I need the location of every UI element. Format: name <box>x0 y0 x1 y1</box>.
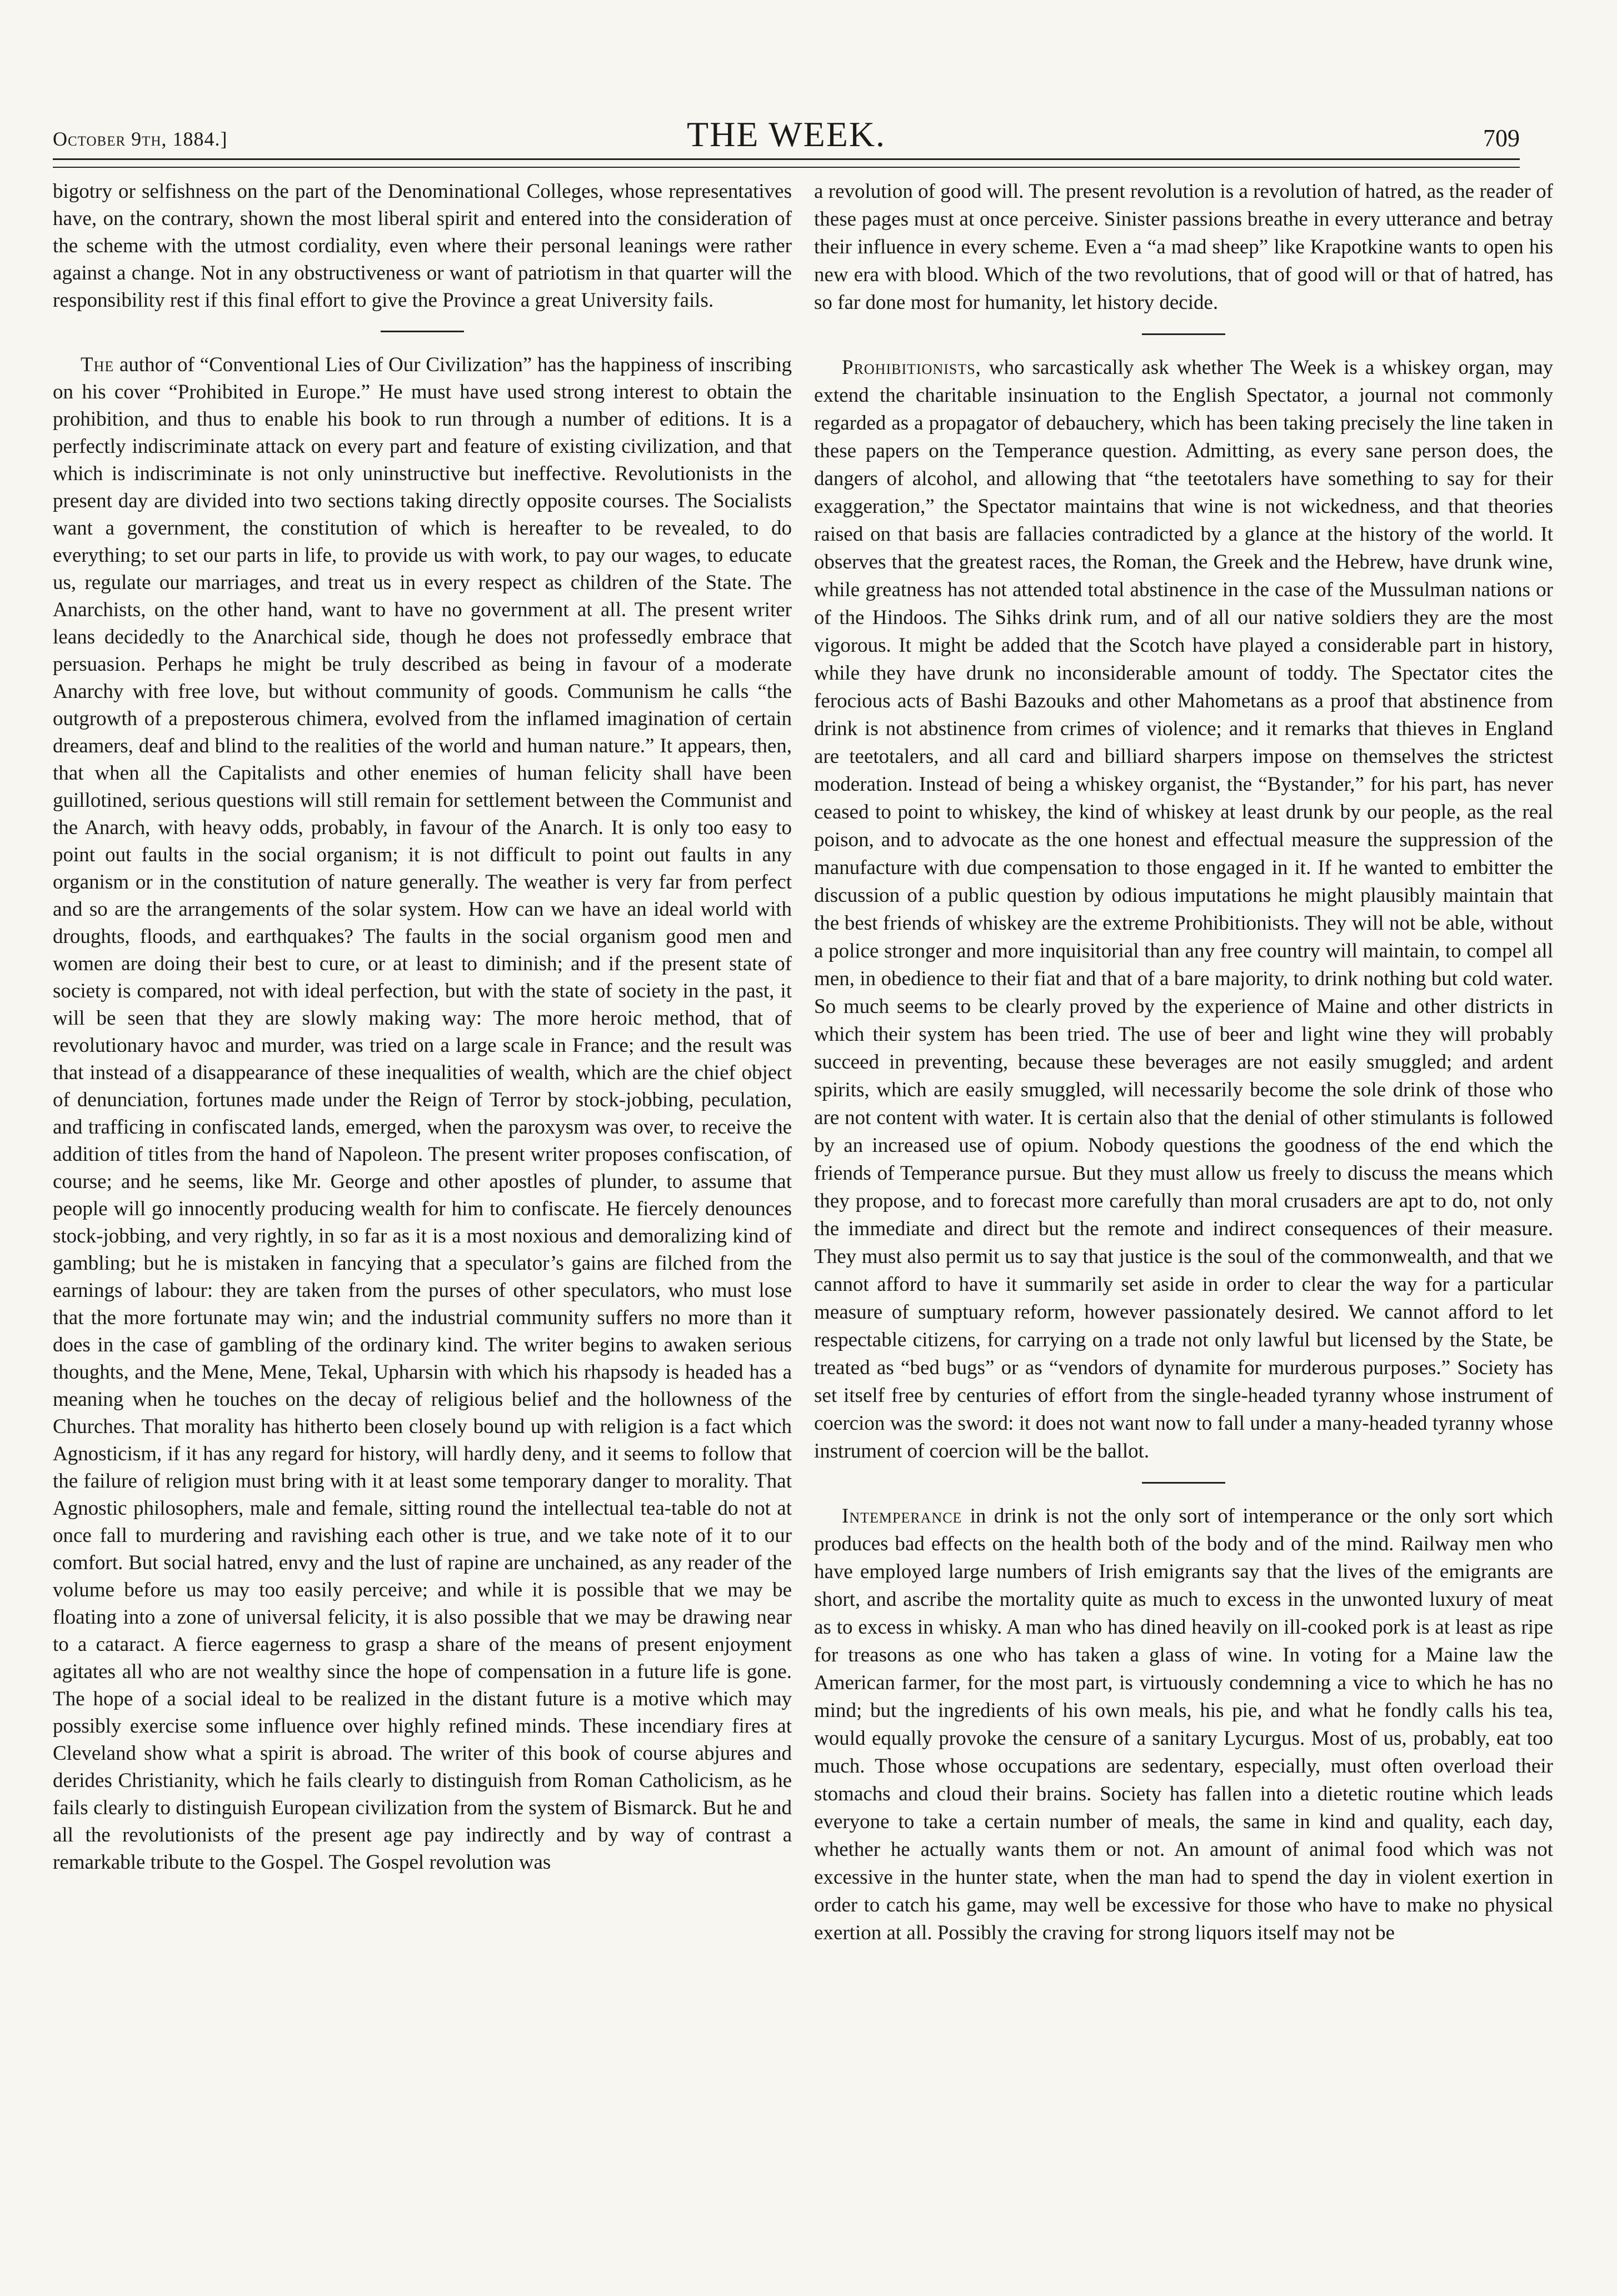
article-prohibitionists <box>814 354 1553 1465</box>
article-intemperance <box>814 1503 1553 1947</box>
article-lead-word: The <box>81 353 114 376</box>
article-lead-word: Intemperance <box>842 1505 962 1528</box>
page-number: 709 <box>1483 124 1520 152</box>
left-column <box>53 178 792 2278</box>
section-divider <box>1142 333 1225 335</box>
section-divider <box>381 331 464 332</box>
article-conventional-lies <box>53 351 792 1876</box>
masthead <box>53 114 1520 153</box>
article-continuation-right: a revolution of good will. The present revolution is a revolution of hatred, as the reader of these pages must at once perceive. Sinister passions breathe in every utterance and betray their influence in every scheme. Even a “a mad sheep” like Krapotkine wants to open his new era with blood. Which of the two revolutions, that of good will or that of hatred, has so far done most for humanity, let history decide. <box>814 180 1553 314</box>
issue-date: October 9th, 1884.] <box>53 128 228 150</box>
section-divider <box>1142 1482 1225 1484</box>
article-body: in drink is not the only sort of intemperance or the only sort which produces bad effects on the health both of the body and of the mind. Railway men who have employed large numbers of Irish emigrants say that the lives of the emigrants are short, and ascribe the mortality quite as much to excess in the unwonted luxury of meat as to excess in whisky. A man who has dined heavily on ill-cooked pork is at least as ripe for treasons as one who has taken a glass of wine. In voting for a Maine law the American farmer, for the most part, is virtuously condemning a vice to which he has no mind; but the ingredients of his own meals, his pie, and what he fondly calls his tea, would equally provoke the censure of a sanitary Lycurgus. Most of us, probably, eat too much. Those whose occupations are sedentary, especially, must often overload their stomachs and cloud their brains. Society has fallen into a dietetic routine which leads everyone to take a certain number of meals, the same in kind and quality, each day, whether he actually wants them or not. An amount of animal food which was not excessive in the hunter state, when the man had to spend the day in violent exertion in order to catch his game, may well be excessive for those who have to make no physical exertion at all. Possibly the craving for strong liquors itself may not be <box>814 1505 1553 1944</box>
article-lead-word: Prohibitionists, <box>842 356 981 379</box>
article-continuation: bigotry or selfishness on the part of the Denominational Colleges, whose representatives have, on the contrary, shown the most liberal spirit and entered into the consideration of the scheme with the utmost cordiality, even where their personal leanings were rather against a change. Not in any obstructiveness or want of patriotism in that quarter will the responsibility rest if this final effort to give the Province a great University fails. <box>53 180 792 312</box>
right-column <box>814 178 1553 2278</box>
article-body: author of “Conventional Lies of Our Civilization” has the happiness of inscribing on his cover “Prohibited in Europe.” He must have used strong interest to obtain the prohibition, and thus to enable his book to run through a number of editions. It is a perfectly indiscriminate attack on every part and feature of existing civilization, and that which is indiscriminate is not only uninstructive but ineffective. Revolutionists in the present day are divided into two sections taking directly opposite courses. The Socialists want a government, the constitution of which is hereafter to be revealed, to do everything; to set our parts in life, to provide us with work, to pay our wages, to educate us, regulate our marriages, and treat us in every respect as children of the State. The Anarchists, on the other hand, want to have no government at all. The present writer leans decidedly to the Anarchical side, though he does not professedly embrace that persuasion. Perhaps he might be truly described as being in favour of a moderate Anarchy with free love, but without community of goods. Communism he calls “the outgrowth of a preposterous chimera, evolved from the inflamed imagination of certain dreamers, deaf and blind to the realities of the world and human nature.” It appears, then, that when all the Capitalists and other enemies of human felicity shall have been guillotined, serious questions will still remain for settlement between the Communist and the Anarch, with heavy odds, probably, in favour of the Anarch. It is only too easy to point out faults in the social organism; it is not difficult to point out faults in any organism or in the constitution of nature generally. The weather is very far from perfect and so are the arrangements of the solar system. How can we have an ideal world with droughts, floods, and earthquakes? The faults in the social organism good men and women are doing their best to cure, or at least to diminish; and if the present state of society is compared, not with ideal perfection, but with the state of society in the past, it will be seen that they are slowly making way: The more heroic method, that of revolutionary havoc and murder, was tried on a large scale in France; and the result was that instead of a disappearance of these inequalities of wealth, which are the chief object of denunciation, fortunes made under the Reign of Terror by stock-jobbing, peculation, and trafficing in confiscated lands, emerged, when the paroxysm was over, to receive the addition of titles from the hand of Napoleon. The present writer proposes confiscation, of course; and he seems, like Mr. George and other apostles of plunder, to assume that people will go innocently producing wealth for him to confiscate. He fiercely denounces stock-jobbing, and very rightly, in so far as it is a most noxious and demoralizing kind of gambling; but he is mistaken in fancying that a speculator’s gains are filched from the earnings of labour: they are taken from the purses of other speculators, who must lose that the more fortunate may win; and the industrial community suffers no more than it does in the case of gambling of the ordinary kind. The writer begins to awaken serious thoughts, and the Mene, Mene, Tekal, Upharsin with which his rhapsody is headed has a meaning when he touches on the decay of religious belief and the hollowness of the Churches. That morality has hitherto been closely bound up with religion is a fact which Agnosticism, if it has any regard for history, will hardly deny, and it seems to follow that the failure of religion must bring with it at least some temporary danger to morality. That Agnostic philosophers, male and female, sitting round the intellectual tea-table do not at once fall to murdering and ravishing each other is true, and we take note of it to our comfort. But social hatred, envy and the lust of rapine are unchained, as any reader of the volume before us may too easily perceive; and while it is possible that we may be floating into a zone of universal felicity, it is also possible that we may be drawing near to a cataract. A fierce eagerness to grasp a share of the means of present enjoyment agitates all who are not wealthy since the hope of compensation in a future life is gone. The hope of a social ideal to be realized in the distant future is a motive which may possibly exercise some influence over highly refined minds. These incendiary fires at Cleveland show what a spirit is abroad. The writer of this book of course abjures and derides Christianity, which he fails clearly to distinguish from Roman Catholicism, as he fails clearly to distinguish European civilization from the system of Bismarck. But he and all the revolutionists of the present age pay indirectly and by way of contrast a remarkable tribute to the Gospel. The Gospel revolution was <box>53 353 792 1874</box>
article-body: who sarcastically ask whether The Week is a whiskey organ, may extend the charitable insinuation to the English Spectator, a journal not commonly regarded as a propagator of debauchery, which has been taking precisely the line taken in these papers on the Temperance question. Admitting, as every sane person does, the dangers of alcohol, and allowing that “the teetotalers have something to say for their exaggeration,” the Spectator maintains that wine is not wickedness, and that theories raised on that basis are fallacies contradicted by a glance at the history of the world. It observes that the greatest races, the Roman, the Greek and the Hebrew, have drunk wine, while greatness has not attended total abstinence in the case of the Mussulman nations or of the Hindoos. The Sihks drink rum, and of all our native soldiers they are the most vigorous. It might be added that the Scotch have played a considerable part in history, while they have drunk no inconsiderable amount of toddy. The Spectator cites the ferocious acts of Bashi Bazouks and other Mahometans as a proof that abstinence from drink is not abstinence from crimes of violence; and it remarks that thieves in England are teetotalers, and all card and billiard sharpers impose on themselves the strictest moderation. Instead of being a whiskey organist, the “Bystander,” for his part, has never ceased to point to whiskey, the kind of whiskey at least drunk by our people, as the real poison, and to advocate as the one honest and effectual measure the suppression of the manufacture with due compensation to those engaged in it. If he wanted to embitter the discussion of a public question by odious imputations he might plausibly maintain that the best friends of whiskey are the extreme Prohibitionists. They will not be able, without a police stronger and more inquisitorial than any free country will maintain, to compel all men, in obedience to their fiat and that of a bare majority, to drink nothing but cold water. So much seems to be clearly proved by the experience of Maine and other districts in which their system has been tried. The use of beer and light wine they will probably succeed in preventing, because these beverages are not easily smuggled; and ardent spirits, which are easily smuggled, will necessarily become the sole drink of those who are not content with water. It is certain also that the denial of other stimulants is followed by an increased use of opium. Nobody questions the goodness of the end which the friends of Temperance pursue. But they must allow us freely to discuss the means which they propose, and to forecast more carefully than moral crusaders are apt to do, not only the immediate and direct but the remote and indirect consequences of their measure. They must also permit us to say that justice is the soul of the commonwealth, and that we cannot afford to have it summarily set aside in order to clear the way for a particular measure of sumptuary reform, however passionately desired. We cannot afford to let respectable citizens, for carrying on a trade not only lawful but licensed by the State, be treated as “bed bugs” or as “vendors of dynamite for murderous purposes.” Society has set itself free by centuries of effort from the single-headed tyranny whose instrument of coercion was the sword: it does not want now to fall under a many-headed tyranny whose instrument of coercion will be the ballot. <box>814 356 1553 1463</box>
header-rule-thin <box>53 167 1520 168</box>
header-rule <box>53 158 1520 160</box>
publication-title: THE WEEK. <box>686 114 886 154</box>
